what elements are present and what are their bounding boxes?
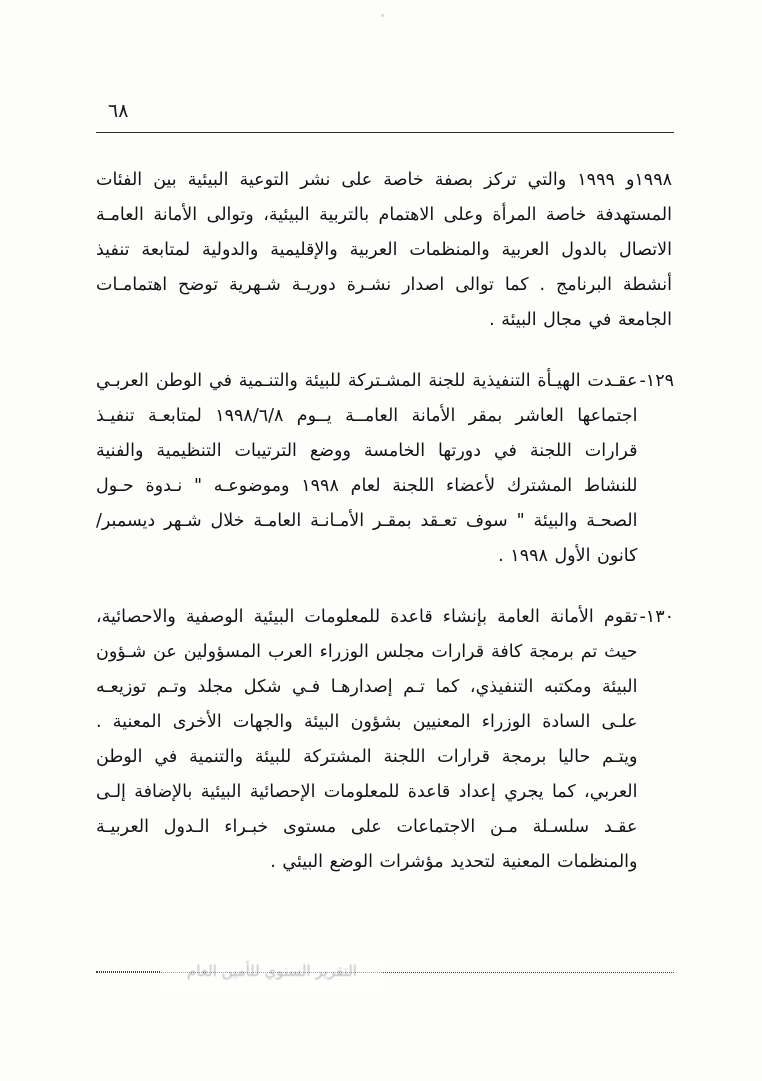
paragraph-number: ١٢٩- (639, 371, 674, 391)
paragraph-block (96, 163, 674, 338)
footer-smudged-text: التقرير السنوي للأمين العام (162, 962, 382, 988)
paragraph-number: ١٣٠- (639, 607, 674, 627)
paragraph-block (96, 364, 674, 574)
paragraph-text: تقوم الأمانة العامة بإنشاء قاعدة للمعلومات البيئية الوصفية والاحصائية، حيث تم برمجة كافة قرارات مجلس الوزراء العرب المسؤولين عن شـؤون البيئة ومكتبه التنفيذي، كما تـم إصدارهـا فـي شكل مجلد وتـم توزيعـه علـى السادة الوزراء المعنيين بشؤون البيئة والجهات الأخرى المعنية . ويتـم حاليا برمجة قرارات اللجنة المشتركة للبيئة والتنمية في الوطن العربي، كما يجري إعداد قاعدة للمعلومات الإحصائية البيئية بالإضافة إلـى عقـد سلسـلة مـن الاجتماعات على مستوى خبـراء الـدول العربيـة والمنظمات المعنية لتحديد مؤشرات الوضع البيئي . (96, 607, 638, 872)
header-rule (96, 132, 674, 133)
paragraph-number (672, 163, 674, 338)
page-content (96, 100, 674, 906)
paragraph-block (96, 600, 674, 880)
page-footer (96, 962, 674, 1002)
scan-artifact-dot (381, 14, 384, 17)
paragraph-text: ١٩٩٨و ١٩٩٩ والتي تركز بصفة خاصة على نشر التوعية البيئية بين الفئات المستهدفة خاصة المرأة وعلى الاهتمام بالتربية البيئية، وتوالى الأمانة العامـة الاتصال بالدول العربية والمنظمات العربية والإقليمية والدولية لمتابعة تنفيذ أنشطة البرنامج . كما توالى اصدار نشـرة دوريـة شـهرية توضح اهتمامـات الجامعة في مجال البيئة . (96, 170, 673, 330)
page-number: ٦٨ (108, 100, 129, 122)
paragraph-text: عقـدت الهيـأة التنفيذية للجنة المشـتركة للبيئة والتنـمية في الوطن العربـي اجتماعها العاشر بمقر الأمانة العامــة يــوم ١٩٩٨/٦/٨ لمتابعـة تنفيـذ قرارات اللجنة في دورتها الخامسة ووضع الترتيبات التنظيمية والفنية للنشاط المشترك لأعضاء اللجنة لعام ١٩٩٨ وموضوعـه " نـدوة حـول الصحـة والبيئة " سوف تعـقد بمقـر الأمـانـة العامـة خلال شـهر ديسمبر/ كانون الأول ١٩٩٨ . (96, 371, 638, 566)
